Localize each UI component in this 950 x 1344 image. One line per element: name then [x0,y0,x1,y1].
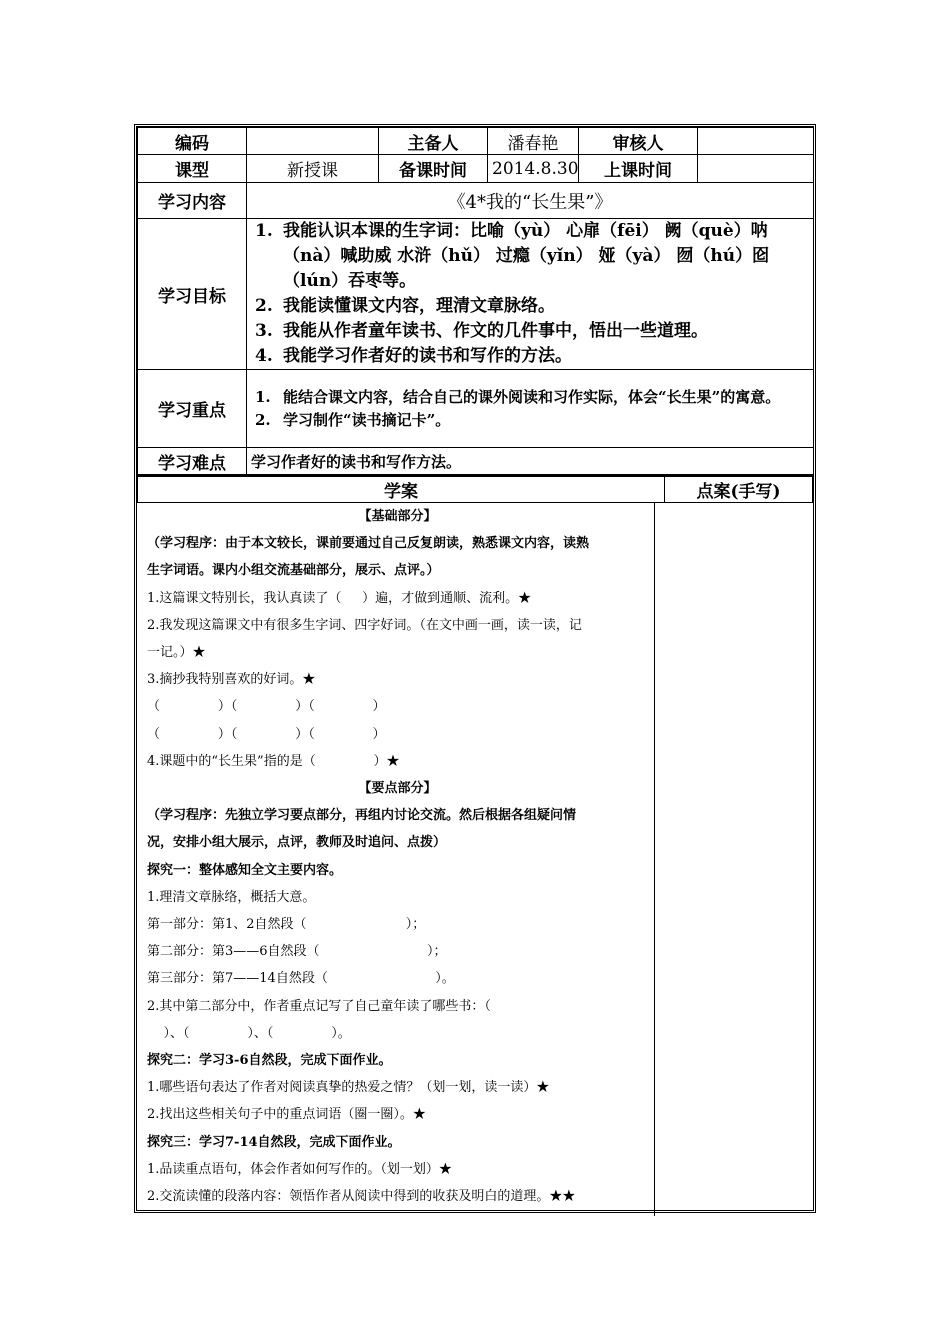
reviewer-label: 审核人 [579,128,698,155]
plan-column [137,503,655,1216]
header-table [137,127,814,475]
plan-line: 探究二：学习3-6自然段，完成下面作业。 [147,1053,392,1069]
section-heading-key: 【要点部分】 [358,781,437,797]
plan-line: 况，安排小组大展示，点评，教师及时追问、点拨） [147,835,447,851]
type-value: 新授课 [247,155,379,183]
plan-line: 2.找出这些相关句子中的重点词语（圈一圈）。★ [147,1107,426,1123]
content-label: 学习内容 [138,183,247,219]
lower-section [137,503,813,1216]
plan-line: 第三部分：第7——14自然段（ ）。 [147,971,455,987]
plan-line: 1.品读重点语句，体会作者如何写作的。（划一划）★ [147,1161,452,1177]
plan-line: 2.其中第二部分中，作者重点记写了自己童年读了哪些书：（ [147,998,491,1014]
goal-item: 2. 我能读懂课文内容，理清文章脉络。 [255,296,555,316]
plan-line: （学习程序：由于本文较长，课前要通过自己反复朗读，熟悉课文内容，读熟 [147,536,590,552]
goals-label: 学习目标 [138,219,247,370]
goal-item: 1. 我能认识本课的生字词：比喻（yù） 心扉（fēi） 阙（què）呐（nà）喊助威 水浒（hǔ） 过瘾（yǐn） 娅（yà） 囫（hú）囵（lún）吞枣等。 [255,221,770,291]
plan-line: 一记。）★ [147,645,206,661]
difficulty-value: 学习作者好的读书和写作方法。 [247,448,814,475]
class-time-label: 上课时间 [579,155,698,183]
class-time-value [698,155,814,183]
content-value: 《4*我的“长生果”》 [247,183,814,219]
focus-item: 1. 能结合课文内容，结合自己的课外阅读和习作实际，体会“长生果”的寓意。 [255,387,781,406]
reviewer-value [698,128,814,155]
plan-line: （ ）（ ）（ ） [147,726,386,742]
section-heading-basic: 【基础部分】 [358,509,437,524]
notes-column-header: 点案(手写) [665,476,813,503]
goals-list [251,219,809,369]
focus-item: 2. 学习制作“读书摘记卡”。 [255,410,451,429]
code-value [247,128,379,155]
plan-line: ）、（ ）、（ ）。 [147,1025,351,1041]
plan-line: 2.我发现这篇课文中有很多生字词、四字好词。（在文中画一画，读一读，记 [147,617,582,633]
plan-line: 生字词语。课内小组交流基础部分，展示、点评。） [147,563,440,579]
preparer-label: 主备人 [379,128,488,155]
goal-item: 4. 我能学习作者好的读书和写作的方法。 [255,346,572,366]
plan-line: 1.理清文章脉络，概括大意。 [147,889,316,905]
plan-line: 第一部分：第1、2自然段（ ）； [147,917,426,933]
type-label: 课型 [138,155,247,183]
prep-time-label: 备课时间 [379,155,488,183]
focus-cell [247,370,814,448]
notes-column [655,503,813,1216]
plan-line: 探究一：整体感知全文主要内容。 [147,862,343,878]
plan-line: 2.交流读懂的段落内容：领悟作者从阅读中得到的收获及明白的道理。★★ [147,1189,576,1205]
plan-line: （ ）（ ）（ ） [147,699,386,715]
goals-cell [247,219,814,370]
preparer-value: 潘春艳 [488,128,579,155]
difficulty-label: 学习难点 [138,448,247,475]
lesson-plan-table [134,124,816,1213]
plan-column-header: 学案 [138,476,665,503]
plan-line: 1.哪些语句表达了作者对阅读真挚的热爱之情？（划一划，读一读）★ [147,1080,550,1096]
focus-label: 学习重点 [138,370,247,448]
plan-line: 4.课题中的“长生果”指的是（ ）★ [147,753,400,769]
plan-line: 第二部分：第3——6自然段（ ）； [147,944,447,960]
code-label: 编码 [138,128,247,155]
prep-time-value: 2014.8.30 [488,155,579,183]
plan-line: （学习程序：先独立学习要点部分，再组内讨论交流。然后根据各组疑问情 [147,808,577,824]
goal-item: 3. 我能从作者童年读书、作文的几件事中，悟出一些道理。 [255,321,708,341]
columns-header [137,475,813,503]
plan-line: 探究三：学习7-14自然段，完成下面作业。 [147,1134,401,1150]
focus-list [251,386,809,432]
plan-line: 1.这篇课文特别长，我认真读了（ ）遍，才做到通顺、流利。★ [147,590,532,606]
plan-line: 3.摘抄我特别喜欢的好词。★ [147,672,316,688]
